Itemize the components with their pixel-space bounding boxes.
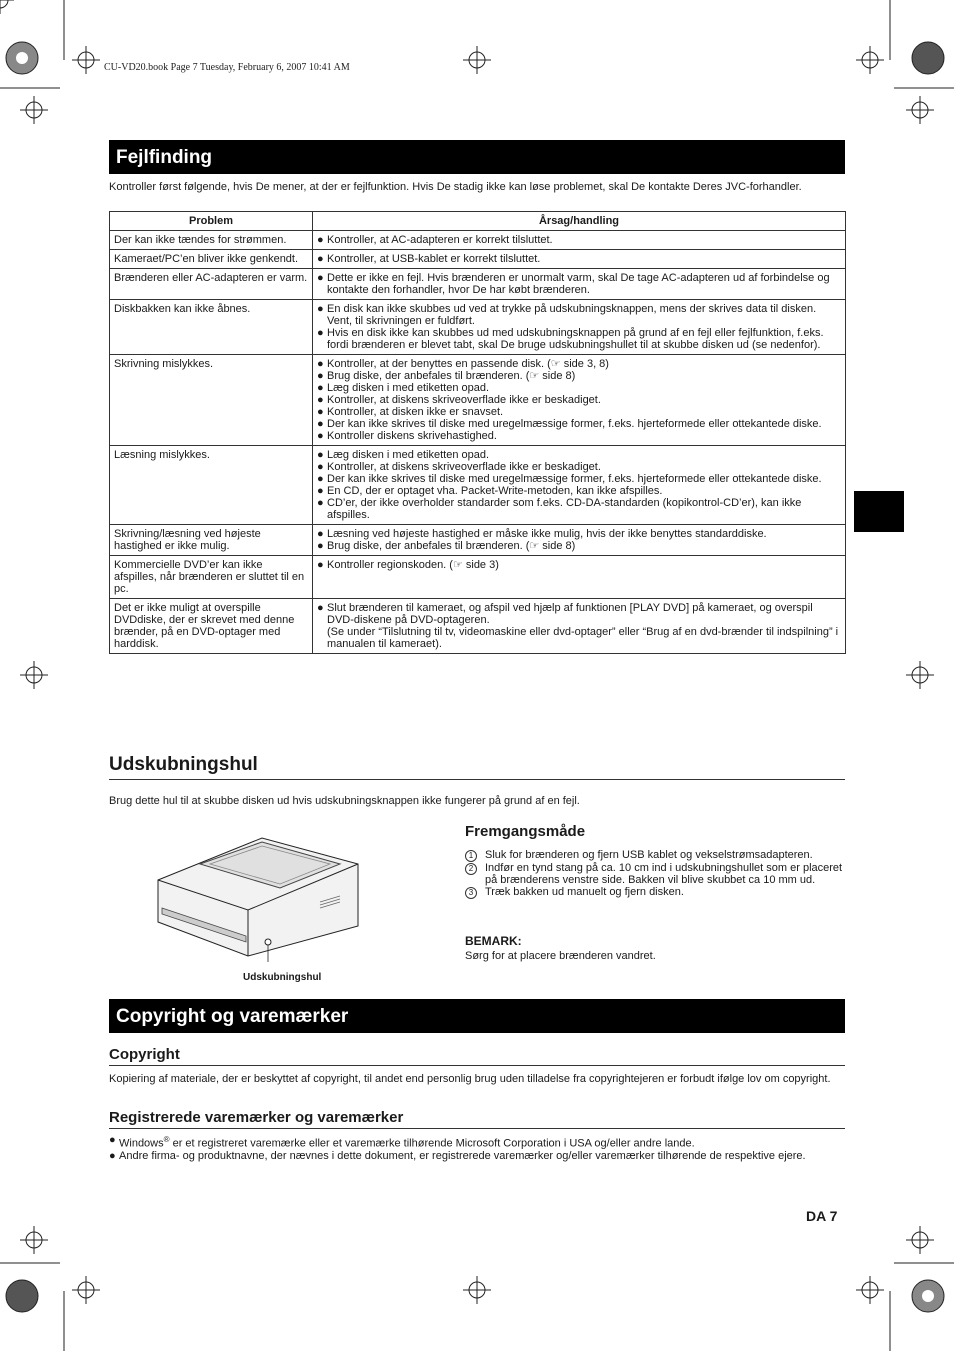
trademark-other-text: Andre firma- og produktnavne, der nævnes i dette dokument, er registrerede varemærker og/eller varemærker tilhørende de respektive ejere.: [119, 1149, 806, 1162]
cause-text: Kontroller, at diskens skriveoverflade ikke er beskadiget.: [327, 461, 601, 473]
bullet-icon: ●: [109, 1134, 116, 1146]
cause-item: [317, 370, 841, 382]
step-text: Sluk for brænderen og fjern USB kablet og vekselstrømsadapteren.: [485, 849, 813, 861]
cause-cell: [313, 599, 846, 654]
bullet-icon: ●: [317, 497, 324, 509]
problem-cell: Det er ikke muligt at overspille DVDdiske, der er skrevet med denne brænder, på en DVD-optager med harddisk.: [110, 599, 313, 654]
cause-text: Slut brænderen til kameraet, og afspil ved hjælp af funktionen [PLAY DVD] på kameraet, og overspil DVD-diskene på DVD-optageren. (Se under “Tilslutning til tv, videomaskine eller dvd-optager” eller “Brug af en dvd-brænder til indspilning” i manualen til kameraet).: [327, 602, 839, 650]
step-number: 3: [465, 887, 477, 899]
bullet-icon: ●: [317, 473, 324, 485]
side-tab: [854, 491, 904, 532]
bullet-icon: ●: [317, 406, 324, 418]
cause-item: [317, 528, 841, 540]
table-row: [110, 231, 846, 250]
cause-text: Kontroller, at disken ikke er snavset.: [327, 406, 504, 418]
section-banner-copyright: Copyright og varemærker: [109, 999, 845, 1033]
cause-text: CD’er, der ikke overholder standarder som f.eks. CD-DA-standarden (kopikontrol-CD’er), kan ikke afspilles.: [327, 497, 802, 521]
problem-cell: Skrivning mislykkes.: [110, 355, 313, 446]
bullet-icon: ●: [317, 272, 324, 284]
cause-cell: [313, 250, 846, 269]
note-title: BEMARK:: [465, 934, 522, 948]
bullet-icon: ●: [317, 253, 324, 265]
cause-text: Kontroller, at AC-adapteren er korrekt tilsluttet.: [327, 234, 553, 246]
subsection-title-copyright: Copyright: [109, 1046, 845, 1066]
cause-item: [317, 418, 841, 430]
cause-text: Læsning ved højeste hastighed er måske ikke mulig, hvis der ikke benyttes standarddiske.: [327, 528, 767, 540]
cause-item: [317, 382, 841, 394]
procedure-step: [465, 862, 845, 886]
cause-text: Kontroller diskens skrivehastighed.: [327, 430, 497, 442]
cause-item: [317, 540, 841, 552]
cause-text: Kontroller, at der benyttes en passende disk. (☞ side 3, 8): [327, 358, 609, 370]
table-row: [110, 250, 846, 269]
section-banner-troubleshooting: Fejlfinding: [109, 140, 845, 174]
cause-text: Læg disken i med etiketten opad.: [327, 449, 490, 461]
bullet-icon: ●: [317, 559, 324, 571]
step-number: 1: [465, 850, 477, 862]
troubleshooting-table: [109, 211, 846, 654]
bullet-icon: ●: [317, 461, 324, 473]
trademark-windows-name: Windows: [119, 1137, 164, 1150]
problem-cell: Kommercielle DVD’er kan ikke afspilles, når brænderen er sluttet til en pc.: [110, 556, 313, 599]
cause-text: Kontroller, at diskens skriveoverflade ikke er beskadiget.: [327, 394, 601, 406]
bullet-icon: ●: [317, 602, 324, 614]
cause-item: [317, 358, 841, 370]
bullet-icon: ●: [317, 485, 324, 497]
table-row: [110, 269, 846, 300]
subsection-title-trademarks: Registrerede varemærker og varemærker: [109, 1109, 845, 1129]
cause-item: [317, 449, 841, 461]
cause-item: [317, 430, 841, 442]
bullet-icon: ●: [109, 1149, 116, 1162]
problem-cell: Der kan ikke tændes for strømmen.: [110, 231, 313, 250]
procedure-step: [465, 849, 845, 862]
table-row: [110, 355, 846, 446]
bullet-icon: ●: [317, 234, 324, 246]
cause-item: [317, 485, 841, 497]
cause-item: [317, 303, 841, 327]
burner-illustration: [150, 830, 370, 970]
table-row: [110, 556, 846, 599]
col-header-cause: Årsag/handling: [313, 212, 846, 231]
bullet-icon: ●: [317, 358, 324, 370]
registered-mark: ®: [163, 1135, 170, 1144]
step-text: Træk bakken ud manuelt og fjern disken.: [485, 886, 684, 898]
cause-cell: [313, 525, 846, 556]
cause-item: [317, 394, 841, 406]
problem-cell: Læsning mislykkes.: [110, 446, 313, 525]
bullet-icon: ●: [317, 540, 324, 552]
cause-item: [317, 497, 841, 521]
cause-item: [317, 559, 841, 571]
cause-cell: [313, 446, 846, 525]
table-row: [110, 599, 846, 654]
cause-cell: [313, 269, 846, 300]
cause-text: Brug diske, der anbefales til brænderen. (☞ side 8): [327, 540, 576, 552]
procedure-title: Fremgangsmåde: [465, 823, 586, 840]
trademark-list: [109, 1134, 839, 1162]
cause-item: [317, 461, 841, 473]
cause-text: Der kan ikke skrives til diske med uregelmæssige former, f.eks. hjerteformede eller ottekantede diske.: [327, 418, 822, 430]
cause-text: Læg disken i med etiketten opad.: [327, 382, 490, 394]
bullet-icon: ●: [317, 303, 324, 315]
file-header: CU-VD20.book Page 7 Tuesday, February 6, 2007 10:41 AM: [104, 62, 350, 73]
cause-text: Der kan ikke skrives til diske med uregelmæssige former, f.eks. hjerteformede eller ottekantede diske.: [327, 473, 822, 485]
problem-cell: Brænderen eller AC-adapteren er varm.: [110, 269, 313, 300]
bullet-icon: ●: [317, 382, 324, 394]
cause-text: Kontroller regionskoden. (☞ side 3): [327, 559, 499, 571]
bullet-icon: ●: [317, 430, 324, 442]
cause-item: [317, 406, 841, 418]
bullet-icon: ●: [317, 370, 324, 382]
problem-cell: Skrivning/læsning ved højeste hastighed er ikke mulig.: [110, 525, 313, 556]
cause-item: [317, 272, 841, 296]
cause-text: Brug diske, der anbefales til brænderen. (☞ side 8): [327, 370, 576, 382]
table-row: [110, 446, 846, 525]
cause-item: [317, 602, 841, 650]
eject-intro: Brug dette hul til at skubbe disken ud hvis udskubningsknappen ikke fungerer på grund af en fejl.: [109, 795, 580, 807]
cause-item: [317, 473, 841, 485]
cause-text: En CD, der er optaget vha. Packet-Write-metoden, kan ikke afspilles.: [327, 485, 663, 497]
cause-item: [317, 234, 841, 246]
bullet-icon: ●: [317, 394, 324, 406]
eject-hole-caption: Udskubningshul: [243, 972, 322, 983]
cause-cell: [313, 355, 846, 446]
section-title-eject: Udskubningshul: [109, 754, 845, 780]
trademark-windows: [109, 1134, 839, 1150]
cause-cell: [313, 556, 846, 599]
cause-text: Hvis en disk ikke kan skubbes ud med udskubningsknappen på grund af en fejl eller fejlfunktion, f.eks. fordi brænderen er blevet tabt, skal De bruge udskubningshullet til at skubbe disken ud (se nedenfor).: [327, 327, 824, 351]
cause-text: En disk kan ikke skubbes ud ved at trykke på udskubningsknappen, mens der skrives data til disken. Vent, til skrivningen er fuldført.: [327, 303, 817, 327]
problem-cell: Kameraet/PC’en bliver ikke genkendt.: [110, 250, 313, 269]
bullet-icon: ●: [317, 449, 324, 461]
cause-text: Dette er ikke en fejl. Hvis brænderen er unormalt varm, skal De tage AC-adapteren ud af forbindelse og kontakte den forhandler, hvor De har købt brænderen.: [327, 272, 830, 296]
cause-cell: [313, 300, 846, 355]
cause-item: [317, 327, 841, 351]
cause-cell: [313, 231, 846, 250]
table-row: [110, 525, 846, 556]
bullet-icon: ●: [317, 418, 324, 430]
copyright-text: Kopiering af materiale, der er beskyttet af copyright, til andet end personlig brug uden tilladelse fra copyrightejeren er forbudt ifølge lov om copyright.: [109, 1073, 831, 1085]
troubleshooting-intro: Kontroller først følgende, hvis De mener, at der er fejlfunktion. Hvis De stadig ikke kan løse problemet, skal De kontakte Deres JVC-forhandler.: [109, 181, 802, 193]
procedure-step: [465, 886, 845, 899]
step-text: Indfør en tynd stang på ca. 10 cm ind i udskubningshullet som er placeret på brænderens venstre side. Bakken vil blive skubbet ca 10 mm ud.: [485, 862, 843, 886]
procedure-steps: [465, 849, 845, 899]
bullet-icon: ●: [317, 327, 324, 339]
cause-text: Kontroller, at USB-kablet er korrekt tilsluttet.: [327, 253, 541, 265]
bullet-icon: ●: [317, 528, 324, 540]
trademark-windows-text: er et registreret varemærke eller et varemærke tilhørende Microsoft Corporation i USA og/eller andre lande.: [169, 1137, 695, 1150]
step-number: 2: [465, 863, 477, 875]
col-header-problem: Problem: [110, 212, 313, 231]
trademark-other: [109, 1150, 839, 1162]
page-number: DA 7: [806, 1208, 838, 1224]
problem-cell: Diskbakken kan ikke åbnes.: [110, 300, 313, 355]
cause-item: [317, 253, 841, 265]
table-row: [110, 300, 846, 355]
note-text: Sørg for at placere brænderen vandret.: [465, 950, 656, 962]
